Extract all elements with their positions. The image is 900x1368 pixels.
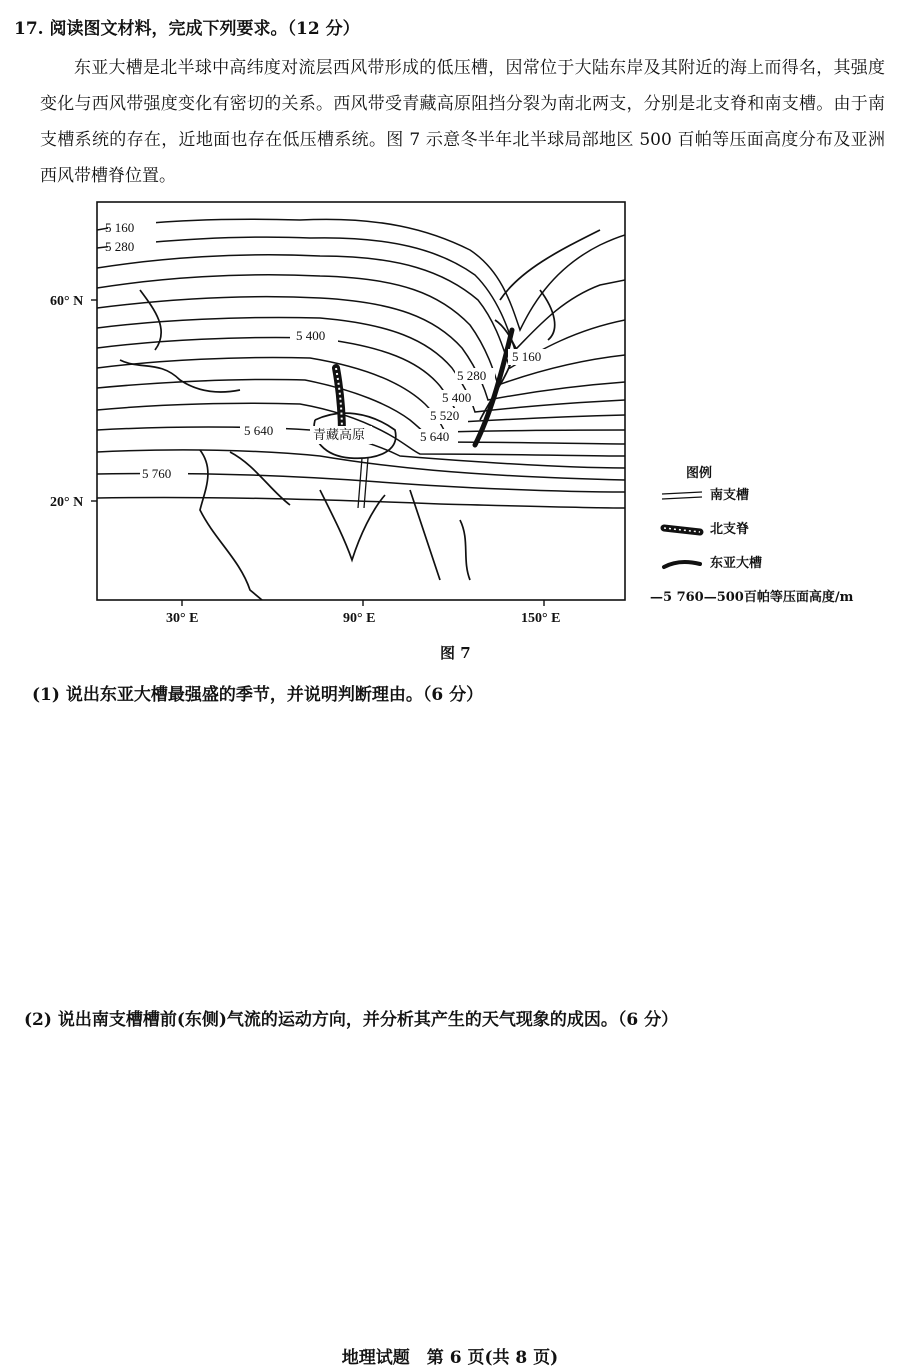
contour-legend-icon: — xyxy=(703,590,717,605)
page-footer: 地理试题 第 6 页(共 8 页) xyxy=(341,1348,559,1368)
contour-label: 5 160 xyxy=(105,220,135,235)
contour-label: 5 400 xyxy=(296,328,326,343)
contour-label: 5 280 xyxy=(457,368,487,383)
map-frame xyxy=(97,202,625,600)
sub-question-2: (2) 说出南支槽槽前(东侧)气流的运动方向，并分析其产生的天气现象的成因。（6 分） xyxy=(24,1010,679,1030)
legend-label: 北支脊 xyxy=(710,522,750,537)
lon-label-90: 90° E xyxy=(343,611,376,626)
question-paragraph: 东亚大槽是北半球中高纬度对流层西风带形成的低压槽，因常位于大陆东岸及其附近的海上而得名，其强度变化与西风带强度变化有密切的关系。西风带受青藏高原阻挡分裂为南北两支，分别是北支脊和南支槽。由于南支槽系统的存在，近地面也存在低压槽系统。图 7 示意冬半年北半球局部地区 500 百帕等压面高度分布及亚洲西风带槽脊位置。 xyxy=(40,58,885,186)
contour-label: 5 760 xyxy=(142,466,172,481)
legend-label: 500百帕等压面高度/m xyxy=(716,590,854,605)
legend-row-east-asia-trough xyxy=(650,552,890,586)
legend-label: 南支槽 xyxy=(710,488,750,503)
contour-label: 5 520 xyxy=(430,408,460,423)
north-ridge-legend-icon xyxy=(660,524,704,538)
legend-contour-value: 5 760 xyxy=(663,590,704,605)
figure-caption: 图 7 xyxy=(440,644,471,662)
contour-label: 5 400 xyxy=(442,390,472,405)
question-title: 17. 阅读图文材料，完成下列要求。（12 分） xyxy=(14,19,360,39)
contour-label: 5 160 xyxy=(512,349,542,364)
legend-row-contour xyxy=(650,586,890,620)
lat-label-20: 20° N xyxy=(50,495,84,510)
east-asia-trough-legend-icon xyxy=(660,558,704,572)
legend-label: 东亚大槽 xyxy=(710,556,763,571)
south-trough-legend-icon xyxy=(660,490,704,504)
legend-row-south-trough xyxy=(650,484,890,518)
lat-label-60: 60° N xyxy=(50,294,84,309)
contour-label: 5 280 xyxy=(105,239,135,254)
contour-legend-icon: — xyxy=(650,590,663,605)
lon-label-150: 150° E xyxy=(521,611,561,626)
legend-row-north-ridge xyxy=(650,518,890,552)
lon-label-30: 30° E xyxy=(166,611,199,626)
contour-label: 5 640 xyxy=(244,423,274,438)
contour-label: 5 640 xyxy=(420,429,450,444)
legend-title: 图例 xyxy=(686,466,713,481)
sub-question-1: (1) 说出东亚大槽最强盛的季节，并说明判断理由。（6 分） xyxy=(32,685,484,705)
plateau-label: 青藏高原 xyxy=(313,428,366,443)
figure-legend xyxy=(650,462,890,620)
